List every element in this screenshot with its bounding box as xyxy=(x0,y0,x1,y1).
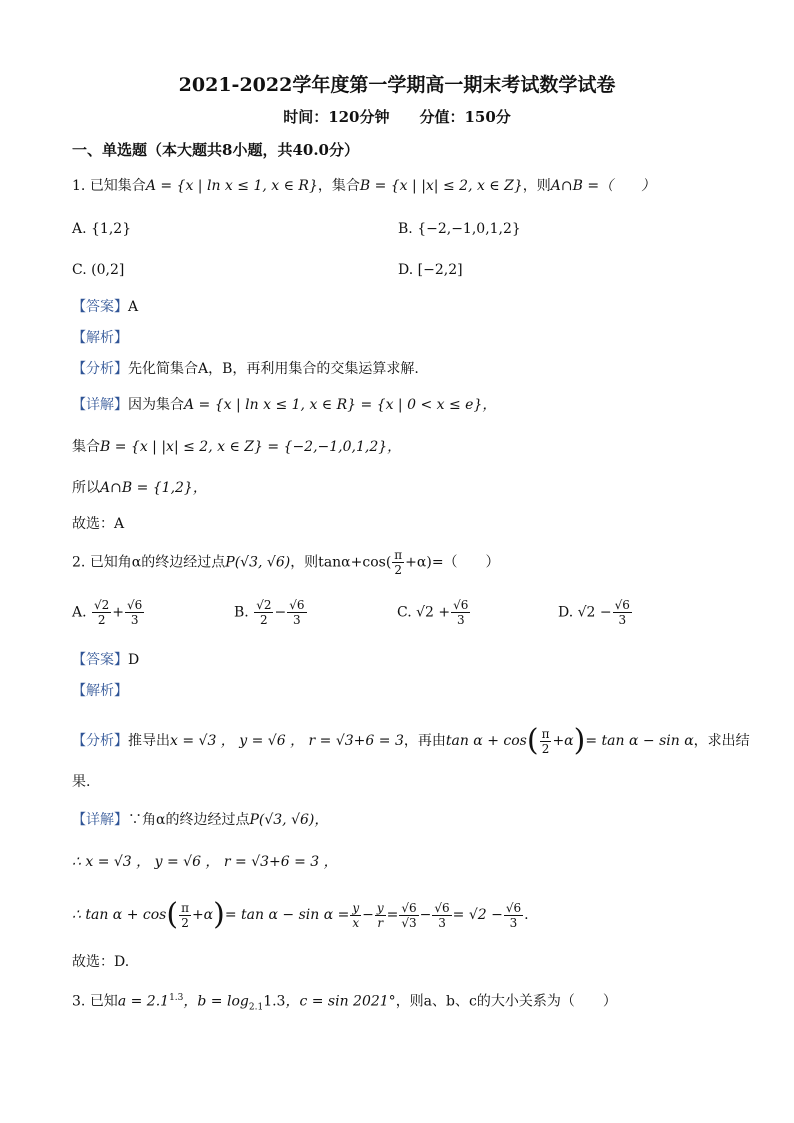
frac-num: √2 xyxy=(94,598,110,612)
q2-option-d[interactable] xyxy=(558,598,633,627)
detail-text: 集合 xyxy=(72,439,100,455)
q1-text-2: ，集合 xyxy=(317,178,360,194)
detail-tag: 【详解】 xyxy=(72,812,128,828)
frac-s6-3 xyxy=(432,901,451,930)
frac-num: π xyxy=(394,548,403,562)
frac-den: 3 xyxy=(293,613,301,627)
option-value: {−2,−1,0,1,2} xyxy=(417,221,521,237)
frac-s6-3 xyxy=(504,901,523,930)
q2-detail-3: ∴ tan α + cos( $\frac{\pi}{2}$ +α)= tan α − sin α = $\frac{y}{x}$ − $\frac{y}{r}$ = $\frac{√6}{√3}$ − $\frac{√6}{3}$ = √2 − $\frac{√6}{3}$ . xyxy=(72,897,529,932)
option-value: [−2,2] xyxy=(417,262,463,278)
fenxi-tan: tan α + cos xyxy=(445,733,527,749)
exam-info xyxy=(0,106,794,127)
option-lead: √2 + xyxy=(416,604,451,621)
q1-detail-1 xyxy=(72,395,496,415)
answer-tag: 【答案】 xyxy=(72,299,128,315)
choice-value: D. xyxy=(114,954,130,970)
time-label: 时间：120分钟 xyxy=(283,108,390,126)
frac-s6-s3 xyxy=(399,901,418,930)
frac-den: 3 xyxy=(130,613,139,627)
detail-math: B = {x | |x| ≤ 2, x ∈ Z} = {−2,−1,0,1,2}， xyxy=(100,439,402,455)
frac-den: 2 xyxy=(97,613,106,627)
q3-text: 已知 xyxy=(89,993,118,1010)
frac-num: √6 xyxy=(401,900,417,915)
op: + xyxy=(112,604,125,621)
frac-den: 3 xyxy=(438,915,446,930)
q2-detail-1 xyxy=(72,810,328,830)
q1-intersect: A∩B =（ ） xyxy=(550,178,656,194)
q1-text-3: ，则 xyxy=(522,178,551,194)
q2-text-3: +α)=（ ） xyxy=(405,554,500,571)
q1-fenxi xyxy=(72,359,419,379)
score-label: 分值：150分 xyxy=(419,108,511,126)
option-label: A. xyxy=(72,604,87,621)
frac-num: y xyxy=(352,900,360,915)
q1-option-a[interactable] xyxy=(72,219,131,239)
option-label: D. xyxy=(398,262,414,278)
q3-b: ，b = log xyxy=(183,993,249,1010)
frac-num: √6 xyxy=(505,900,522,915)
option-label: C. xyxy=(72,262,87,278)
frac-den: x xyxy=(352,915,360,930)
frac-num: √6 xyxy=(434,900,450,915)
q3-stem xyxy=(72,988,617,1017)
answer-value: A xyxy=(128,299,139,315)
detail-tag: 【详解】 xyxy=(72,397,128,413)
q1-option-d[interactable] xyxy=(398,260,463,280)
frac-den: 3 xyxy=(509,915,518,930)
answer-value: D xyxy=(128,652,140,668)
q3-a-exp: 1.3 xyxy=(169,993,184,1003)
choice-value: A xyxy=(114,516,125,532)
paren-close: ) xyxy=(213,897,225,932)
frac-num: π xyxy=(181,900,189,915)
option-lead: √2 − xyxy=(577,604,612,621)
frac-den: r xyxy=(377,915,384,930)
q2-detail-2 xyxy=(72,852,338,872)
page-title: 2021-2022学年度第一学期高一期末考试数学试卷 xyxy=(178,74,616,96)
frac-y-r xyxy=(375,901,386,930)
detail-math-2: = tan α − sin α = xyxy=(224,907,350,923)
frac-den: 2 xyxy=(181,915,189,930)
q1-text: 已知集合 xyxy=(89,178,146,194)
frac xyxy=(92,598,111,627)
q1-option-b[interactable] xyxy=(398,219,521,239)
q3-c: ，c = sin 2021° xyxy=(285,993,396,1010)
q3-number: 3. xyxy=(72,993,86,1010)
q2-fenxi-cont: 果. xyxy=(72,774,91,790)
q2-answer xyxy=(72,650,139,670)
frac-y-x xyxy=(350,901,361,930)
fenxi-text: 推导出 xyxy=(128,733,170,749)
frac-num: √6 xyxy=(127,598,143,612)
q2-text: 已知角α的终边经过点 xyxy=(89,554,226,571)
detail-text: 因为集合 xyxy=(128,397,184,413)
analysis-tag: 【解析】 xyxy=(72,683,128,699)
q2-option-c[interactable] xyxy=(397,598,471,627)
frac-num: y xyxy=(376,900,384,915)
op: − xyxy=(274,604,287,621)
option-label: B. xyxy=(234,604,249,621)
frac-den: 2 xyxy=(394,563,403,577)
q1-analysis xyxy=(72,328,128,348)
q1-option-c[interactable] xyxy=(72,260,124,280)
q2-stem xyxy=(72,548,500,577)
fenxi-math: x = √3 ， y = √6 ， r = √3+6 = 3 xyxy=(170,733,404,749)
option-value: (0,2] xyxy=(91,262,125,278)
fenxi-text: 先化简集合A，B，再利用集合的交集运算求解. xyxy=(128,361,419,377)
fenxi-text-2: ，再由 xyxy=(403,733,446,749)
option-value: {1,2} xyxy=(91,221,132,237)
frac-den: √3 xyxy=(401,915,417,930)
q2-text-2: ，则tanα+cos( xyxy=(290,554,392,571)
frac-den: 3 xyxy=(456,613,465,627)
q1-detail-3 xyxy=(72,478,207,498)
fenxi-text-3: ，求出结 xyxy=(693,733,750,749)
frac xyxy=(125,598,144,627)
q2-point: P(√3, √6) xyxy=(225,554,291,571)
section-heading: 一、单选题（本大题共8小题，共40.0分） xyxy=(72,141,359,159)
q3-tail: ，则a、b、c的大小关系为（ ） xyxy=(395,993,617,1010)
frac-num: π xyxy=(541,726,550,741)
q2-option-a[interactable] xyxy=(72,598,145,627)
option-label: A. xyxy=(72,221,87,237)
q1-number: 1. xyxy=(72,178,86,194)
frac-den: 2 xyxy=(260,613,268,627)
q1-stem xyxy=(72,176,655,196)
detail-math: A = {x | ln x ≤ 1, x ∈ R} = {x | 0 < x ≤ e}， xyxy=(184,397,497,413)
paren-close: ) xyxy=(573,723,586,758)
q2-choice xyxy=(72,952,129,972)
choice-label: 故选： xyxy=(72,954,114,970)
detail-text: ∵角α的终边经过点 xyxy=(128,812,250,828)
q3-b-base: 2.1 xyxy=(248,1002,264,1013)
q2-option-b[interactable] xyxy=(234,598,308,627)
option-label: D. xyxy=(558,604,574,621)
q1-answer xyxy=(72,297,138,317)
frac-num: √6 xyxy=(453,598,469,612)
frac-den: 2 xyxy=(541,741,550,756)
pi-over-2 xyxy=(540,727,552,756)
frac xyxy=(254,598,273,627)
answer-tag: 【答案】 xyxy=(72,652,128,668)
option-label: C. xyxy=(397,604,412,621)
fenxi-tag: 【分析】 xyxy=(72,733,128,749)
q2-fenxi: 【分析】推导出x = √3 ， y = √6 ， r = √3+6 = 3，再由tan α + cos( $\frac{\pi}{2}$ +α)= tan α − sin α，求出结 xyxy=(72,723,750,758)
q3-b-arg: 1.3 xyxy=(263,993,286,1010)
pi-over-2 xyxy=(179,901,191,930)
paren-open: ( xyxy=(166,897,179,932)
q1-detail-2 xyxy=(72,437,401,457)
frac-den: 3 xyxy=(618,613,627,627)
q2-analysis xyxy=(72,681,128,701)
choice-label: 故选： xyxy=(72,516,114,532)
frac xyxy=(287,598,306,627)
frac xyxy=(451,598,470,627)
fenxi-rhs: = tan α − sin α xyxy=(585,733,694,749)
pi-over-2 xyxy=(392,548,404,577)
frac-num: √2 xyxy=(256,598,272,612)
q1-choice xyxy=(72,514,124,534)
frac-num: √6 xyxy=(614,598,630,612)
frac xyxy=(613,598,632,627)
q1-set-b: B = {x | |x| ≤ 2, x ∈ Z} xyxy=(359,178,523,194)
paren-open: ( xyxy=(526,723,539,758)
detail-point: P(√3, √6)， xyxy=(249,812,329,828)
detail-text: 所以 xyxy=(72,480,100,496)
q3-a: a = 2.1 xyxy=(117,993,170,1010)
fenxi-tag: 【分析】 xyxy=(72,361,128,377)
q1-set-a: A = {x | ln x ≤ 1, x ∈ R} xyxy=(145,178,318,194)
q2-number: 2. xyxy=(72,554,86,571)
detail-math: A∩B = {1,2}， xyxy=(100,480,207,496)
analysis-tag: 【解析】 xyxy=(72,330,128,346)
frac-num: √6 xyxy=(289,598,305,612)
option-label: B. xyxy=(398,221,413,237)
detail-math: ∴ tan α + cos xyxy=(72,907,167,923)
detail-math: ∴ x = √3 ， y = √6 ， r = √3+6 = 3 ， xyxy=(72,854,338,870)
detail-math-3: = √2 − xyxy=(452,907,503,923)
